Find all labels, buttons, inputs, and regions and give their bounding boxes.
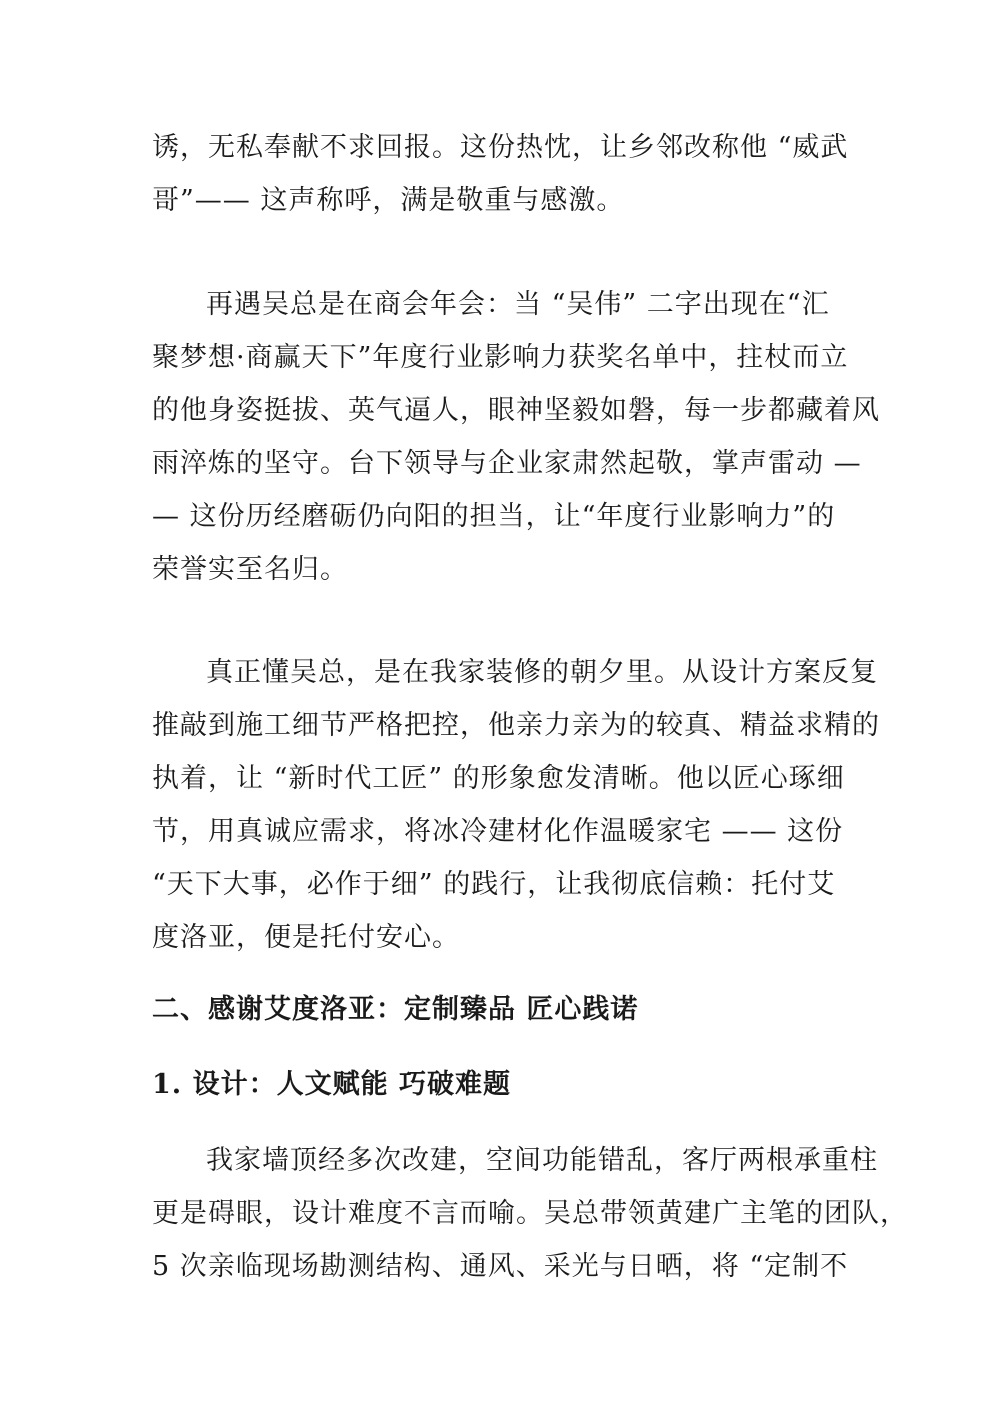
paragraph-2-line-6: 荣誉实至名归。 [152, 554, 348, 585]
section-2-subheading: 1. 设计：人文赋能 巧破难题 [152, 1069, 511, 1100]
paragraph-3-line-5: “天下大事，必作于细” 的践行，让我彻底信赖：托付艾 [152, 869, 836, 900]
paragraph-3-line-2: 推敲到施工细节严格把控，他亲力亲为的较真、精益求精的 [152, 710, 880, 741]
section-2-line-2: 更是碍眼，设计难度不言而喻。吴总带领黄建广主笔的团队， [152, 1198, 908, 1229]
paragraph-2-line-3: 的他身姿挺拔、英气逼人，眼神坚毅如磐，每一步都藏着风 [152, 395, 880, 426]
section-2-line-1: 我家墙顶经多次改建，空间功能错乱，客厅两根承重柱 [206, 1145, 878, 1176]
section-2-line-3: 5 次亲临现场勘测结构、通风、采光与日晒，将 “定制不 [152, 1251, 849, 1282]
paragraph-1-line-1: 诱，无私奉献不求回报。这份热忱，让乡邻改称他 “威武 [152, 132, 849, 163]
paragraph-3-line-4: 节，用真诚应需求，将冰冷建材化作温暖家宅 —— 这份 [152, 816, 844, 847]
paragraph-2-line-4: 雨淬炼的坚守。台下领导与企业家肃然起敬，掌声雷动 — [152, 448, 862, 479]
paragraph-3-line-3: 执着，让 “新时代工匠” 的形象愈发清晰。他以匠心琢细 [152, 763, 845, 794]
paragraph-3-line-6: 度洛亚，便是托付安心。 [152, 922, 460, 953]
paragraph-3-line-1: 真正懂吴总，是在我家装修的朝夕里。从设计方案反复 [206, 657, 878, 688]
paragraph-1-line-2: 哥”—— 这声称呼，满是敬重与感激。 [152, 185, 625, 216]
paragraph-2-line-2: 聚梦想·商赢天下”年度行业影响力获奖名单中，拄杖而立 [152, 342, 849, 373]
section-2-heading: 二、感谢艾度洛亚：定制臻品 匠心践诺 [152, 994, 639, 1025]
paragraph-2-line-5: — 这份历经磨砺仍向阳的担当，让“年度行业影响力”的 [152, 501, 836, 532]
paragraph-2-line-1: 再遇吴总是在商会年会：当 “吴伟” 二字出现在“汇 [206, 289, 830, 320]
